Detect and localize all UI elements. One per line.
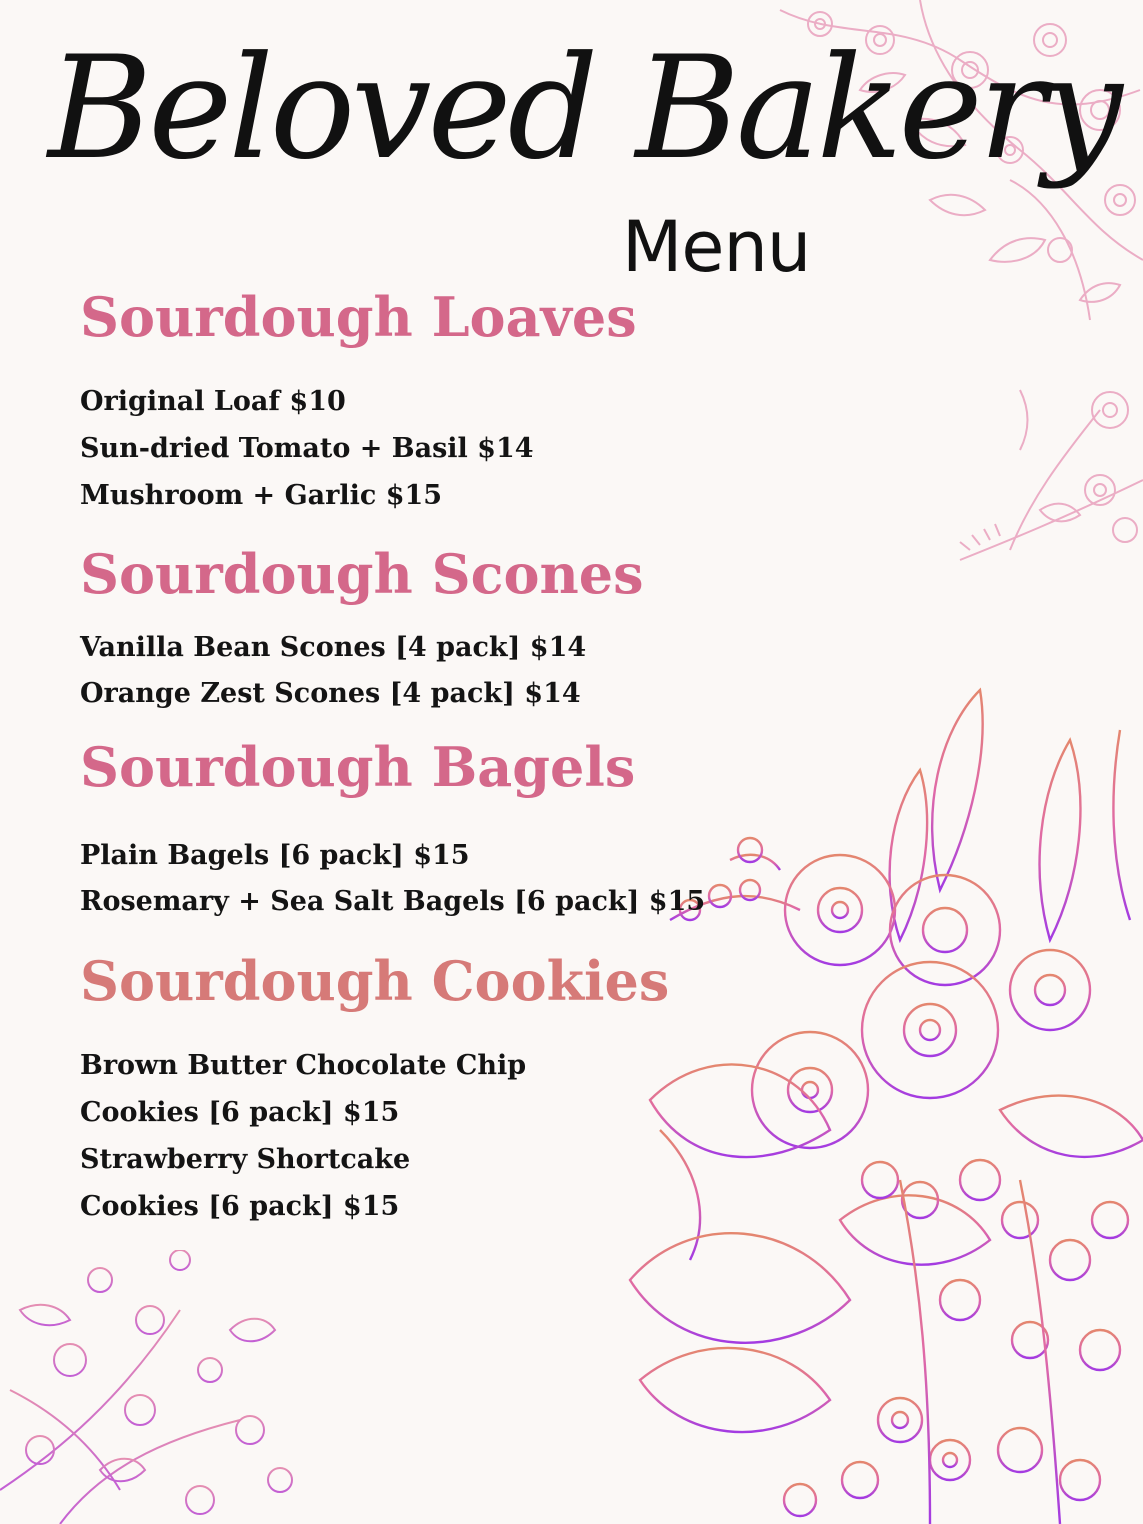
menu-item: Sun-dried Tomato + Basil $14	[80, 433, 534, 464]
floral-bottom-left-illustration	[0, 1250, 310, 1524]
menu-item: Original Loaf $10	[80, 386, 346, 417]
menu-subtitle: Menu	[622, 206, 811, 288]
section-heading-scones: Sourdough Scones	[80, 542, 644, 606]
floral-right-middle-illustration	[950, 370, 1143, 580]
bakery-title: Beloved Bakery	[48, 26, 1119, 191]
menu-item: Orange Zest Scones [4 pack] $14	[80, 678, 581, 709]
menu-item: Strawberry Shortcake	[80, 1144, 411, 1175]
floral-bouquet-illustration	[600, 660, 1143, 1524]
menu-item: Brown Butter Chocolate Chip	[80, 1050, 527, 1081]
menu-item: Mushroom + Garlic $15	[80, 480, 443, 511]
menu-item: Plain Bagels [6 pack] $15	[80, 840, 470, 871]
menu-item: Rosemary + Sea Salt Bagels [6 pack] $15	[80, 886, 706, 917]
menu-item: Cookies [6 pack] $15	[80, 1191, 400, 1222]
section-heading-bagels: Sourdough Bagels	[80, 735, 636, 799]
menu-item: Cookies [6 pack] $15	[80, 1097, 400, 1128]
section-heading-loaves: Sourdough Loaves	[80, 285, 637, 349]
menu-item: Vanilla Bean Scones [4 pack] $14	[80, 632, 587, 663]
section-heading-cookies: Sourdough Cookies	[80, 949, 670, 1013]
